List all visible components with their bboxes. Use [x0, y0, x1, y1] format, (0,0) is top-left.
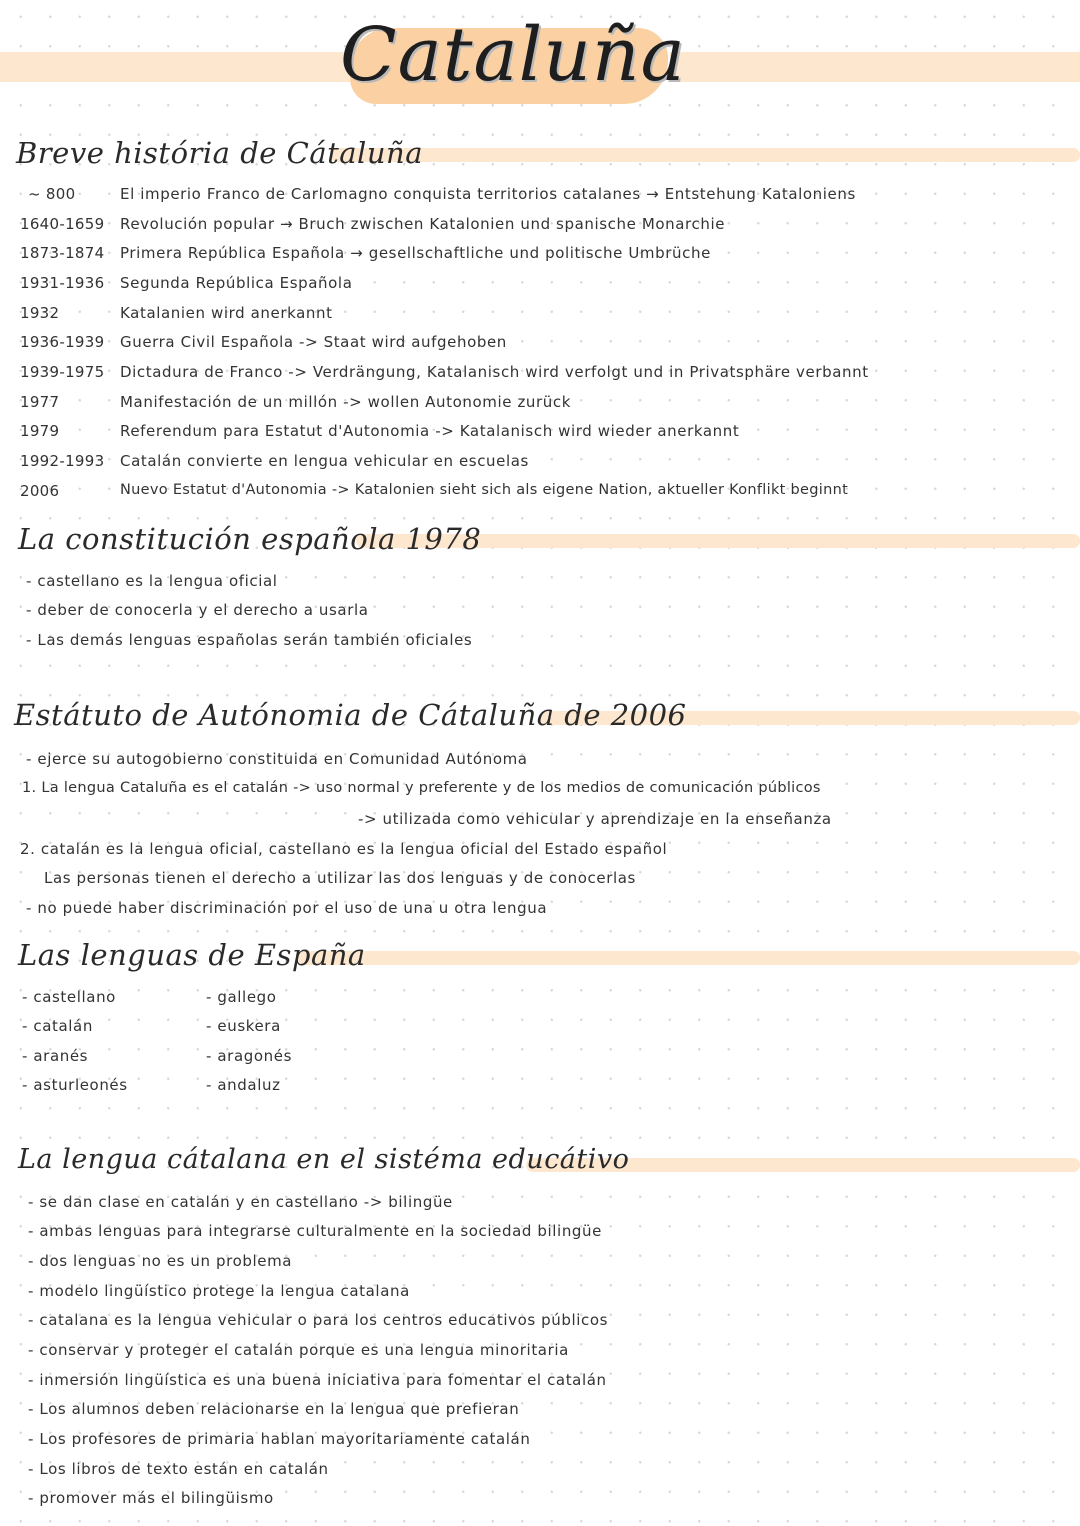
historia-heading: Breve história de Cátaluña [16, 136, 423, 170]
estatuto-item: -> utilizada como vehicular y aprendizaje en la enseñanza [358, 810, 832, 828]
timeline-year: 1931-1936 [20, 274, 105, 292]
timeline-year: 2006 [20, 482, 60, 500]
title-band-right [670, 52, 1080, 82]
lengua-item: - andaluz [206, 1076, 281, 1094]
educativo-item: - dos lenguas no es un problema [28, 1252, 293, 1270]
timeline-year: 1939-1975 [20, 363, 105, 381]
lengua-item: - catalán [22, 1017, 93, 1035]
educativo-item: - ambas lenguas para integrarse culturalmente en la sociedad bilingüe [28, 1222, 602, 1240]
title-band-left [0, 52, 350, 82]
timeline-year: 1932 [20, 304, 60, 322]
timeline-event: Dictadura de Franco -> Verdrängung, Katalanisch wird verfolgt und in Privatsphäre verbannt [120, 363, 869, 381]
lengua-item: - euskera [206, 1017, 281, 1035]
educativo-item: - Los alumnos deben relacionarse en la lengua que prefieran [28, 1400, 520, 1418]
estatuto-item: 1. La lengua Cataluña es el catalán -> uso normal y preferente y de los medios de comunicación públicos [22, 780, 821, 796]
lengua-item: - castellano [22, 988, 116, 1006]
timeline-event: Catalán convierte en lengua vehicular en escuelas [120, 452, 529, 470]
historia-highlight [330, 148, 1080, 162]
timeline-event: Manifestación de un millón -> wollen Autonomie zurück [120, 393, 572, 411]
timeline-event: El imperio Franco de Carlomagno conquista territorios catalanes → Entstehung Kataloniens [120, 185, 856, 203]
educativo-item: - catalana es la lengua vehicular o para los centros educativos públicos [28, 1311, 609, 1329]
educativo-item: - conservar y proteger el catalán porque es una lengua minoritaria [28, 1341, 569, 1359]
constitucion-item: - deber de conocerla y el derecho a usarla [26, 601, 369, 619]
constitucion-item: - Las demás lenguas españolas serán también oficiales [26, 631, 473, 649]
timeline-year: 1992-1993 [20, 452, 105, 470]
timeline-year: 1979 [20, 422, 60, 440]
timeline-year: 1873-1874 [20, 244, 105, 262]
educativo-item: - promover más el bilingüismo [28, 1489, 274, 1507]
timeline-event: Nuevo Estatut d'Autonomia -> Katalonien sieht sich als eigene Nation, aktueller Konflikt beginnt [120, 482, 849, 498]
educativo-item: - modelo lingüístico protege la lengua catalana [28, 1282, 410, 1300]
estatuto-item: - no puede haber discriminación por el uso de una u otra lengua [26, 899, 548, 917]
estatuto-item: 2. catalán es la lengua oficial, castellano es la lengua oficial del Estado español [20, 840, 668, 858]
constitucion-heading: La constitución española 1978 [18, 522, 482, 556]
timeline-event: Referendum para Estatut d'Autonomia -> Katalanisch wird wieder anerkannt [120, 422, 740, 440]
educativo-item: - Los libros de texto están en catalán [28, 1460, 329, 1478]
lenguas-heading: Las lenguas de España [18, 938, 366, 972]
educativo-item: - inmersión lingüística es una buena iniciativa para fomentar el catalán [28, 1371, 607, 1389]
timeline-year: 1977 [20, 393, 60, 411]
timeline-year: 1640-1659 [20, 215, 105, 233]
page-title-block [340, 6, 686, 106]
constitucion-item: - castellano es la lengua oficial [26, 572, 278, 590]
estatuto-item: Las personas tienen el derecho a utilizar las dos lenguas y de conocerlas [44, 869, 636, 887]
lengua-item: - aranés [22, 1047, 89, 1065]
timeline-event: Katalanien wird anerkannt [120, 304, 333, 322]
timeline-event: Segunda República Española [120, 274, 353, 292]
timeline-year: 1936-1939 [20, 333, 105, 351]
timeline-event: Primera República Española → gesellschaftliche und politische Umbrüche [120, 244, 711, 262]
educativo-heading: La lengua cátalana en el sistéma educátivo [18, 1144, 630, 1175]
timeline-year: ~ 800 [28, 185, 76, 203]
estatuto-heading: Estátuto de Autónomia de Cátaluña de 2006 [14, 698, 687, 732]
lengua-item: - gallego [206, 988, 277, 1006]
timeline-event: Revolución popular → Bruch zwischen Katalonien und spanische Monarchie [120, 215, 726, 233]
lengua-item: - aragonés [206, 1047, 292, 1065]
lenguas-highlight [298, 951, 1080, 965]
estatuto-item: - ejerce su autogobierno constituida en Comunidad Autónoma [26, 750, 528, 768]
timeline-event: Guerra Civil Española -> Staat wird aufgehoben [120, 333, 507, 351]
page-title: Cataluña [340, 12, 686, 98]
educativo-item: - se dan clase en catalán y en castellano -> bilingüe [28, 1193, 453, 1211]
educativo-item: - Los profesores de primaria hablan mayoritariamente catalán [28, 1430, 531, 1448]
lengua-item: - asturleonés [22, 1076, 128, 1094]
